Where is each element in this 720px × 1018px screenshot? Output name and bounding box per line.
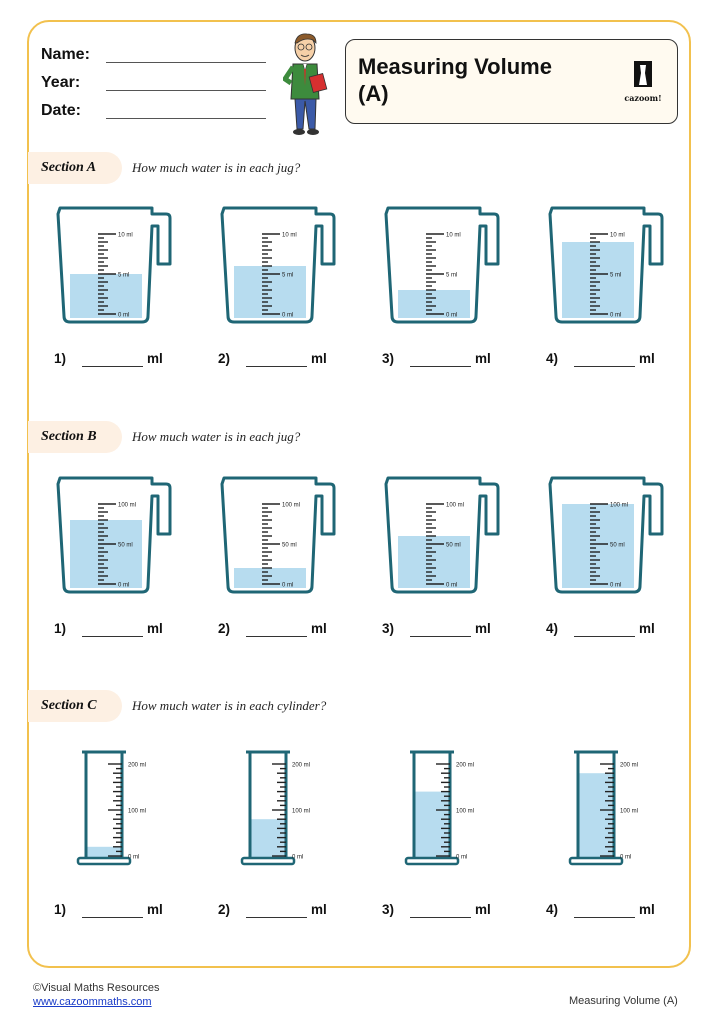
measuring-jug	[56, 204, 174, 326]
scale-label: 100 ml	[118, 502, 137, 509]
answer-blank[interactable]	[82, 366, 143, 367]
answer-blank[interactable]	[410, 636, 471, 637]
scale-label: 0 ml	[282, 582, 294, 589]
scale-label: 100 ml	[282, 502, 301, 509]
scale-label: 200 ml	[292, 762, 311, 769]
scale-label: 100 ml	[456, 808, 475, 815]
scale-label: 0 ml	[610, 582, 622, 589]
scale-label: 100 ml	[128, 808, 147, 815]
cylinder-base	[242, 858, 294, 864]
scale-label: 0 ml	[118, 582, 130, 589]
section-label: Section C	[28, 690, 122, 722]
unit-label: ml	[639, 621, 655, 636]
measuring-jug	[220, 474, 338, 596]
website-link[interactable]: www.cazoommaths.com	[33, 996, 152, 1008]
scale-label: 200 ml	[620, 762, 639, 769]
year-label: Year:	[41, 74, 81, 91]
scale-label: 0 ml	[620, 854, 632, 861]
scale-label: 100 ml	[446, 502, 465, 509]
scale-label: 10 ml	[118, 232, 133, 239]
water-fill	[250, 819, 286, 858]
date-field[interactable]	[106, 118, 266, 119]
water-fill	[70, 274, 142, 318]
footer-page-title: Measuring Volume (A)	[569, 995, 678, 1007]
question-number: 1)	[54, 902, 67, 917]
cazoom-logo: cazoom!	[618, 57, 668, 107]
scale-label: 0 ml	[446, 582, 458, 589]
unit-label: ml	[475, 902, 491, 917]
title-box	[345, 39, 678, 124]
answer-blank[interactable]	[410, 917, 471, 918]
scale-label: 100 ml	[610, 502, 629, 509]
answer-blank[interactable]	[410, 366, 471, 367]
question-number: 1)	[54, 621, 67, 636]
scale-label: 0 ml	[446, 312, 458, 319]
page-title: Measuring Volume (A)	[358, 54, 552, 106]
measuring-jug	[56, 474, 174, 596]
unit-label: ml	[147, 621, 163, 636]
scale-label: 10 ml	[446, 232, 461, 239]
section-label: Section B	[28, 421, 122, 453]
question-number: 2)	[218, 351, 231, 366]
name-label: Name:	[41, 46, 90, 63]
unit-label: ml	[639, 902, 655, 917]
question-number: 4)	[546, 351, 559, 366]
section-label: Section A	[28, 152, 122, 184]
answer-blank[interactable]	[574, 366, 635, 367]
question-number: 4)	[546, 902, 559, 917]
scale-label: 0 ml	[118, 312, 130, 319]
unit-label: ml	[311, 902, 327, 917]
scale-label: 50 ml	[610, 542, 625, 549]
scale-label: 0 ml	[456, 854, 468, 861]
question-number: 3)	[382, 621, 395, 636]
question-number: 3)	[382, 351, 395, 366]
answer-blank[interactable]	[574, 636, 635, 637]
unit-label: ml	[475, 621, 491, 636]
scale-label: 50 ml	[118, 542, 133, 549]
scale-label: 200 ml	[128, 762, 147, 769]
measuring-jug	[220, 204, 338, 326]
unit-label: ml	[311, 621, 327, 636]
water-fill	[578, 773, 614, 858]
question-number: 3)	[382, 902, 395, 917]
scale-label: 0 ml	[610, 312, 622, 319]
copyright-text: ©Visual Maths Resources	[33, 982, 160, 994]
scale-label: 5 ml	[282, 272, 294, 279]
scale-label: 50 ml	[282, 542, 297, 549]
scale-label: 100 ml	[292, 808, 311, 815]
cylinder-base	[406, 858, 458, 864]
scale-label: 0 ml	[292, 854, 304, 861]
answer-blank[interactable]	[246, 636, 307, 637]
name-field[interactable]	[106, 62, 266, 63]
section-question: How much water is in each jug?	[132, 160, 301, 175]
question-number: 2)	[218, 902, 231, 917]
answer-blank[interactable]	[82, 636, 143, 637]
scale-label: 100 ml	[620, 808, 639, 815]
cylinder-base	[78, 858, 130, 864]
water-fill	[414, 792, 450, 858]
measuring-jug	[384, 204, 502, 326]
scale-label: 5 ml	[446, 272, 458, 279]
scale-label: 0 ml	[128, 854, 140, 861]
measuring-cylinder	[56, 748, 156, 868]
scale-label: 10 ml	[282, 232, 297, 239]
unit-label: ml	[147, 351, 163, 366]
measuring-cylinder	[384, 748, 484, 868]
question-number: 4)	[546, 621, 559, 636]
cylinder-base	[570, 858, 622, 864]
answer-blank[interactable]	[246, 366, 307, 367]
trophy-icon	[618, 57, 668, 93]
scale-label: 10 ml	[610, 232, 625, 239]
unit-label: ml	[475, 351, 491, 366]
date-label: Date:	[41, 102, 82, 119]
scale-label: 5 ml	[118, 272, 130, 279]
scale-label: 50 ml	[446, 542, 461, 549]
section-question: How much water is in each cylinder?	[132, 698, 327, 713]
year-field[interactable]	[106, 90, 266, 91]
water-fill	[70, 520, 142, 588]
answer-blank[interactable]	[246, 917, 307, 918]
measuring-jug	[548, 474, 666, 596]
unit-label: ml	[147, 902, 163, 917]
unit-label: ml	[639, 351, 655, 366]
water-fill	[234, 568, 306, 588]
teacher-illustration	[283, 31, 333, 137]
answer-blank[interactable]	[82, 917, 143, 918]
scale-label: 5 ml	[610, 272, 622, 279]
scale-label: 0 ml	[282, 312, 294, 319]
question-number: 1)	[54, 351, 67, 366]
measuring-cylinder	[548, 748, 648, 868]
unit-label: ml	[311, 351, 327, 366]
question-number: 2)	[218, 621, 231, 636]
measuring-jug	[384, 474, 502, 596]
measuring-jug	[548, 204, 666, 326]
footer-credits	[33, 981, 160, 1009]
answer-blank[interactable]	[574, 917, 635, 918]
scale-label: 200 ml	[456, 762, 475, 769]
section-question: How much water is in each jug?	[132, 429, 301, 444]
measuring-cylinder	[220, 748, 320, 868]
